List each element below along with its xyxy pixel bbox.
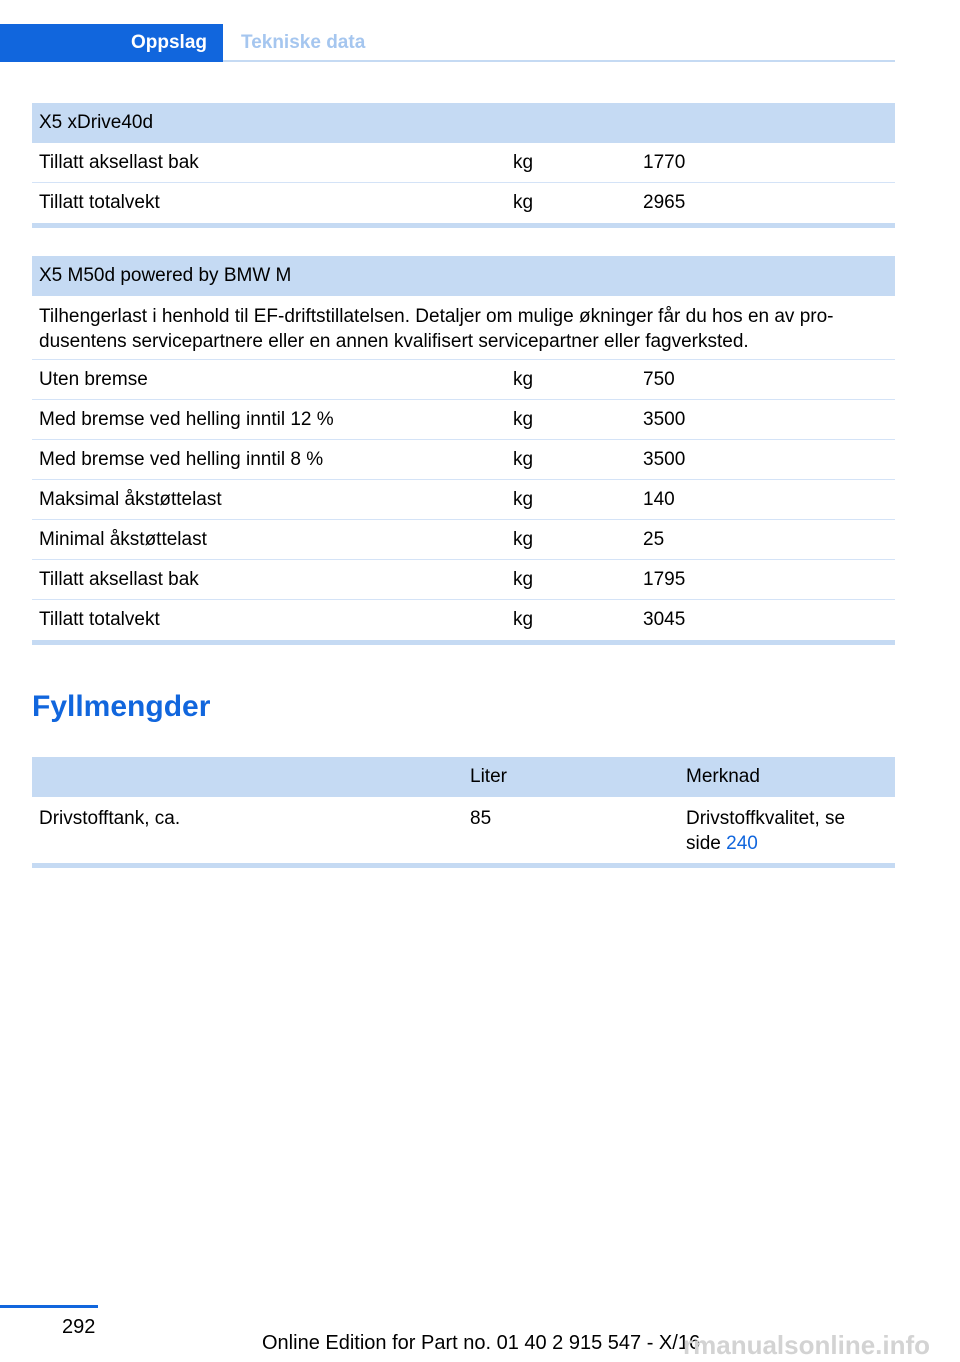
table-title: X5 M50d powered by BMW M [39, 265, 292, 286]
row-label: Tillatt aksellast bak [39, 569, 199, 590]
table-title: X5 xDrive40d [39, 112, 154, 133]
row-unit: kg [513, 449, 534, 470]
row-value: 3500 [643, 449, 686, 470]
table-row [32, 183, 895, 223]
row-label: Minimal åkstøttelast [39, 529, 207, 550]
section-heading: Fyllmengder [32, 690, 211, 723]
table-row [32, 440, 895, 480]
row-label: Tillatt totalvekt [39, 192, 160, 213]
table-row [32, 797, 895, 863]
table-row [32, 560, 895, 600]
table-header-row [32, 256, 895, 296]
row-unit: kg [513, 529, 534, 550]
page-number: 292 [62, 1316, 96, 1338]
column-header-liter: Liter [470, 766, 507, 787]
row-label: Maksimal åkstøttelast [39, 489, 222, 510]
table-note-row [32, 296, 895, 360]
watermark: rmanualsonline.info [683, 1330, 931, 1360]
row-value: 750 [643, 369, 675, 390]
table-row [32, 480, 895, 520]
row-value: 3045 [643, 609, 686, 630]
row-liter: 85 [470, 808, 492, 829]
row-unit: kg [513, 192, 534, 213]
row-unit: kg [513, 489, 534, 510]
tab-tekniske-data[interactable]: Tekniske data [241, 32, 366, 53]
row-unit: kg [513, 569, 534, 590]
table-x5-xdrive40d [32, 103, 895, 228]
table-row [32, 400, 895, 440]
table-fyllmengder [32, 757, 895, 868]
edition-text: Online Edition for Part no. 01 40 2 915 547 - X/16 [262, 1332, 701, 1354]
row-label: Tillatt aksellast bak [39, 152, 199, 173]
page-link[interactable]: 240 [726, 833, 758, 854]
column-header-merknad: Merknad [686, 766, 760, 787]
tab-oppslag[interactable]: Oppslag [0, 24, 223, 62]
table-header-row [32, 757, 895, 797]
row-value: 25 [643, 529, 665, 550]
row-unit: kg [513, 409, 534, 430]
row-unit: kg [513, 609, 534, 630]
row-label: Med bremse ved helling inntil 8 % [39, 449, 324, 470]
table-row [32, 600, 895, 640]
row-value: 2965 [643, 192, 686, 213]
note-text: Drivstoffkvalitet, se side [686, 808, 846, 854]
table-note: Tilhengerlast i henhold til EF-driftstillatelsen. Detaljer om mulige økninger får du hos en av pro-dusentens servicepartnere eller en annen kvalifisert servicepartner eller fagverksted. [39, 306, 834, 352]
table-header-row [32, 103, 895, 143]
table-x5-m50d [32, 256, 895, 645]
row-label: Uten bremse [39, 369, 148, 390]
row-label: Drivstofftank, ca. [39, 808, 181, 829]
table-row [32, 143, 895, 183]
row-label: Med bremse ved helling inntil 12 % [39, 409, 334, 430]
page-header [0, 24, 895, 62]
row-value: 1770 [643, 152, 686, 173]
row-note [686, 797, 876, 863]
row-value: 140 [643, 489, 675, 510]
table-row [32, 360, 895, 400]
row-unit: kg [513, 152, 534, 173]
row-label: Tillatt totalvekt [39, 609, 160, 630]
footer-rule [0, 1305, 98, 1308]
table-row [32, 520, 895, 560]
row-unit: kg [513, 369, 534, 390]
row-value: 1795 [643, 569, 686, 590]
row-value: 3500 [643, 409, 686, 430]
